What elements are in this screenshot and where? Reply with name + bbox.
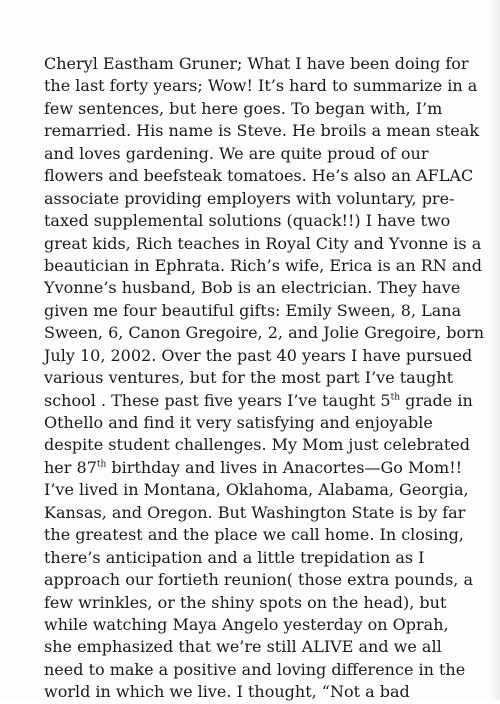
text-segment: and loves gardening. We are quite proud of our: [44, 143, 429, 163]
text-segment: Yvonne’s husband, Bob is an electrician. They have: [44, 278, 461, 298]
text-line: [44, 569, 484, 591]
text-segment: while watching Maya Angelo yesterday on Oprah,: [44, 614, 449, 634]
text-line: [44, 53, 484, 75]
text-line: [44, 233, 484, 255]
text-line: [44, 412, 484, 434]
text-segment: beautician in Ephrata. Rich’s wife, Erica is an RN and: [44, 255, 482, 275]
text-line: [44, 592, 484, 614]
text-line: [44, 659, 484, 681]
text-segment: taxed supplemental solutions (quack!!) I have two: [44, 211, 451, 231]
text-line: [44, 502, 484, 524]
text-line: [44, 479, 484, 501]
text-line: [44, 681, 484, 703]
text-segment: Cheryl Eastham Gruner; What I have been doing for: [44, 54, 469, 73]
text-line: [44, 98, 484, 120]
ordinal-suffix: th: [390, 392, 401, 403]
text-segment: her 87: [44, 457, 97, 477]
scan-edge-shadow: [490, 0, 500, 700]
text-segment: there’s anticipation and a little trepidation as I: [44, 547, 425, 567]
text-line: [44, 636, 484, 658]
text-line: [44, 277, 484, 299]
text-segment: school . These past five years I’ve taught 5: [44, 390, 391, 410]
text-segment: birthday and lives in Anacortes—Go Mom!!: [106, 457, 463, 477]
text-line: [44, 547, 484, 569]
text-segment: flowers and beefsteak tomatoes. He’s also an AFLAC: [44, 166, 474, 186]
text-segment: remarried. His name is Steve. He broils a mean steak: [44, 121, 480, 141]
text-segment: July 10, 2002. Over the past 40 years I have pursued: [44, 345, 473, 365]
text-line: [44, 188, 484, 210]
text-segment: Kansas, and Oregon. But Washington State is by far: [44, 502, 466, 522]
text-segment: associate providing employers with voluntary, pre-: [44, 188, 455, 208]
text-line: [44, 143, 484, 165]
text-line: [44, 210, 484, 232]
text-line: [44, 367, 484, 389]
text-line: [44, 345, 484, 367]
text-segment: great kids, Rich teaches in Royal City and Yvonne is a: [44, 233, 482, 253]
text-segment: the last forty years; Wow! It’s hard to summarize in a: [44, 76, 478, 96]
body-paragraph: [44, 53, 484, 704]
text-line: [44, 524, 484, 546]
text-segment: world in which we live. I thought, “Not a bad: [44, 682, 410, 702]
text-segment: various ventures, but for the most part I’ve taught: [44, 368, 453, 388]
text-segment: given me four beautiful gifts: Emily Sween, 8, Lana: [44, 300, 462, 320]
text-segment: despite student challenges. My Mom just celebrated: [44, 435, 471, 455]
text-segment: she emphasized that we’re still ALIVE and we all: [44, 637, 442, 657]
text-line: [44, 120, 484, 142]
text-line: [44, 434, 484, 456]
text-line: [44, 165, 484, 187]
text-segment: few wrinkles, or the shiny spots on the head), but: [44, 592, 447, 612]
text-segment: Othello and find it very satisfying and enjoyable: [44, 413, 433, 432]
text-segment: need to make a positive and loving difference in the: [44, 659, 466, 679]
text-line: [44, 255, 484, 277]
text-segment: grade in: [400, 390, 473, 410]
text-segment: the greatest and the place we call home. In closing,: [44, 525, 464, 545]
text-line: [44, 457, 484, 479]
ordinal-suffix: th: [96, 459, 107, 470]
text-line: [44, 300, 484, 322]
text-line: [44, 390, 484, 412]
text-segment: approach our fortieth reunion( those extra pounds, a: [44, 570, 473, 590]
text-segment: Sween, 6, Canon Gregoire, 2, and Jolie Gregoire, born: [44, 323, 485, 343]
text-line: [44, 75, 484, 97]
text-line: [44, 614, 484, 636]
text-segment: few sentences, but here goes. To began with, I’m: [44, 98, 443, 118]
text-segment: I’ve lived in Montana, Oklahoma, Alabama, Georgia,: [44, 480, 469, 500]
text-line: [44, 322, 484, 344]
